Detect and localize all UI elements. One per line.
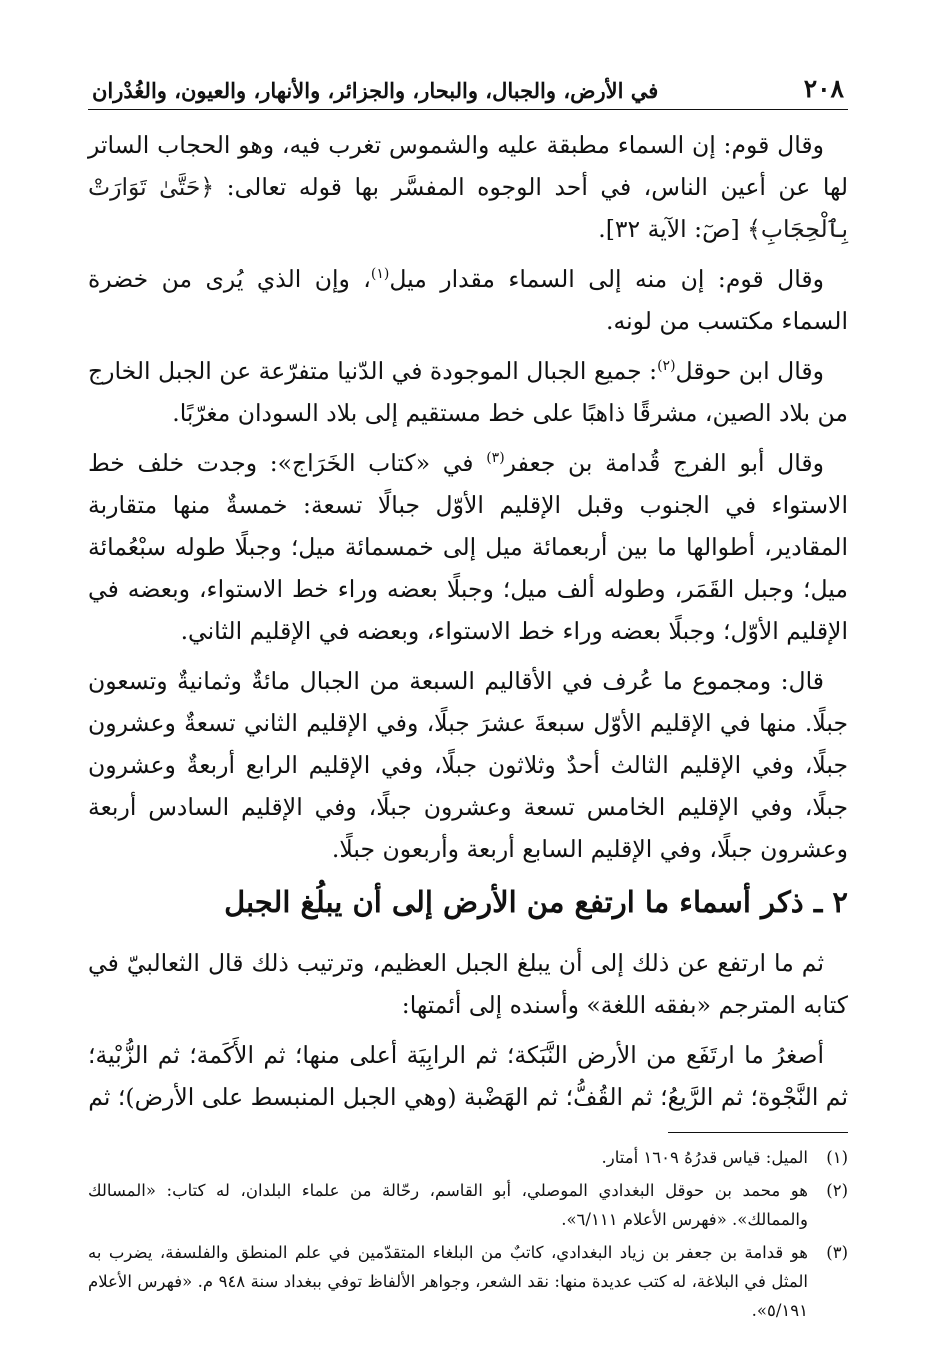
footnotes [88, 1143, 848, 1325]
book-page [88, 62, 848, 1352]
footnote-divider [668, 1132, 848, 1133]
paragraph-2-text-b: ، وإن الذي يُرى من خضرة السماء مكتسب من لونه. [88, 265, 848, 335]
paragraph-7: أصغرُ ما ارتَفَع من الأرض النَّبَكة؛ ثم الرابِيَة أعلى منها؛ ثم الأَكَمة؛ ثم الزُّبْية؛ ثم النَّجْوة؛ ثم الرَّيعُ؛ ثم القُفُّ؛ ثم الهَضْبة (وهي الجبل المنبسط على الأرض)؛ ثم [88, 1041, 848, 1111]
paragraph-4-text-a: وقال أبو الفرج قُدامة بن جعفر [504, 449, 824, 477]
footnote-text: الميل: قياس قدرُهُ ١٦٠٩ أمتار. [601, 1148, 808, 1167]
footnote-text: هو محمد بن حوقل البغدادي الموصلي، أبو القاسم، رحّالة من علماء البلدان، له كتاب: «المسالك والممالك». «فهرس الأعلام ٦/١١١». [88, 1181, 808, 1229]
page-header [88, 62, 848, 110]
footnote-text: هو قدامة بن جعفر بن زياد البغدادي، كاتبٌ من البلغاء المتقدّمين في علم المنطق والفلسفة، يضرب به المثل في البلاغة، له كتب عديدة منها: نقد الشعر، وجواهر الألفاظ توفي ببغداد سنة ٩٤٨ م. «فهرس الأعلام ٥/١٩١». [88, 1243, 808, 1320]
page-number: ٢٠٨ [803, 74, 844, 103]
paragraph-1 [88, 124, 848, 250]
section-heading: ٢ ـ ذكر أسماء ما ارتفع من الأرض إلى أن يبلُغ الجبل [224, 885, 848, 919]
footnote-ref-3[interactable]: (٣) [486, 450, 505, 467]
paragraph-5: قال: ومجموع ما عُرف في الأقاليم السبعة من الجبال مائةٌ وثمانيةٌ وتسعون جبلًا. منها في الإقليم الأوّل سبعةَ عشرَ جبلًا، وفي الإقليم الثاني تسعةٌ وعشرون جبلًا، وفي الإقليم الثالث أحدٌ وثلاثون جبلًا، وفي الإقليم الرابع أربعةٌ وعشرون جبلًا، وفي الإقليم الخامس تسعة وعشرون جبلًا، وفي الإقليم السادس أربعة وعشرون جبلًا، وفي الإقليم السابع أربعة وأربعون جبلًا. [88, 667, 848, 863]
paragraph-6: ثم ما ارتفع عن ذلك إلى أن يبلغ الجبل العظيم، وترتيب ذلك قال الثعالبيّ في كتابه المترجم «بفقه اللغة» وأسنده إلى أئمتها: [88, 949, 848, 1019]
paragraph-1-text: وقال قوم: إن السماء مطبقة عليه والشموس تغرب فيه، وهو الحجاب الساتر لها عن أعين الناس، في أحد الوجوه المفسَّر بها قوله تعالى: [88, 131, 848, 201]
paragraph-4 [88, 442, 848, 652]
quran-citation: [صٓ: الآية ٣٢]. [598, 215, 748, 243]
footnote-3 [88, 1238, 848, 1325]
main-text [88, 124, 848, 1118]
paragraph-4-text-b: في «كتاب الخَرَاج»: وجدت خلف خط الاستواء في الجنوب وقبل الإقليم الأوّل جبالًا تسعة: خمسةٌ منها متقاربة المقادير، أطوالها ما بين أربعمائة ميل إلى خمسمائة ميل؛ وجبلًا طوله سبْعُمائة ميل؛ وجبل القَمَر، وطوله ألف ميل؛ وجبلًا بعضه وراء خط الاستواء، وبعضه في الإقليم الأوّل؛ وجبلًا بعضه وراء خط الاستواء، وبعضه في الإقليم الثاني. [88, 449, 848, 645]
paragraph-3 [88, 350, 848, 434]
paragraph-2-text-a: وقال قوم: إن منه إلى السماء مقدار ميل [389, 265, 824, 293]
footnote-number: (٣) [826, 1243, 848, 1262]
footnote-2 [88, 1176, 848, 1234]
footnote-ref-1[interactable]: (١) [370, 266, 390, 283]
quran-verse: ﴿حَتَّىٰ تَوَارَتْ بِٱلْحِجَابِ﴾ [88, 173, 848, 243]
running-title: في الأرض، والجبال، والبحار، والجزائر، والأنهار، والعيون، والغُدْران [92, 78, 659, 103]
footnote-1 [88, 1143, 848, 1172]
footnote-number: (١) [826, 1148, 848, 1167]
footnote-number: (٢) [826, 1181, 848, 1200]
paragraph-3-text-b: : جميع الجبال الموجودة في الدّنيا متفرّعة عن الجبل الخارج من بلاد الصين، مشرقًا ذاهبًا على خط مستقيم إلى بلاد السودان مغرّبًا. [88, 357, 848, 427]
paragraph-3-text-a: وقال ابن حوقل [675, 357, 824, 385]
paragraph-2 [88, 258, 848, 342]
footnote-ref-2[interactable]: (٢) [657, 358, 676, 375]
